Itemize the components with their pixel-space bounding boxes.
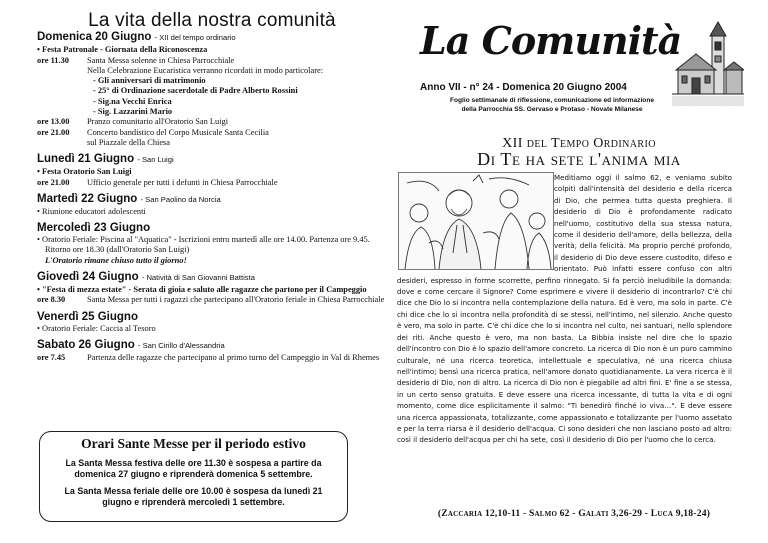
day-name: Domenica 20 Giugno	[37, 31, 152, 44]
event-description: Concerto bandistico del Corpo Musicale Santa Cecilia	[87, 127, 269, 137]
event-bullet: • Riunione educatori adolescenti	[37, 207, 387, 217]
day-name: Lunedì 21 Giugno	[37, 153, 135, 166]
calendar-title: La vita della nostra comunità	[88, 10, 336, 31]
day-saint: - XII del tempo ordinario	[154, 33, 236, 43]
article-headline: Di Te ha sete l'anima mia	[477, 149, 681, 169]
event-time: ore 21.00	[37, 127, 70, 137]
box-paragraph-festive: La Santa Messa festiva delle ore 11.30 è sospesa a partire da domenica 27 giugno e riprenderà domenica 5 settembre.	[65, 458, 322, 479]
event-bullet: • Oratorio Feriale: Piscina al "Aquatica" - Iscrizioni entro martedì alle ore 14.00. Partenza ore 9.45. Ritorno ore 18.30 (dall'Oratorio San Luigi)	[37, 235, 387, 256]
event-time: ore 13.00	[37, 117, 70, 127]
calendar-day-heading	[37, 30, 387, 45]
day-saint: - San Luigi	[137, 155, 174, 165]
event-note: L'Oratorio rimane chiuso tutto il giorno!	[45, 255, 187, 265]
event-row	[37, 56, 387, 66]
event-row	[37, 128, 387, 138]
box-title: Orari Sante Messe per il periodo estivo	[81, 436, 306, 451]
event-detail: sul Piazzale della Chiesa	[87, 137, 171, 147]
event-detail: Nella Celebrazione Eucaristica verranno ricordati in modo particolare:	[87, 65, 324, 75]
event-time: ore 21.00	[37, 177, 70, 187]
event-description: Santa Messa solenne in Chiesa Parrocchiale	[87, 55, 235, 65]
event-time: ore 11.30	[37, 55, 69, 65]
front-page	[397, 0, 744, 543]
event-description: Partenza delle ragazze che partecipano al primo turno del Campeggio in Val di Rhemes	[87, 352, 380, 362]
summer-mass-schedule-box	[39, 431, 348, 522]
calendar-day-heading	[37, 338, 387, 353]
day-name: Mercoledì 23 Giugno	[37, 222, 151, 235]
event-bullet: • Oratorio Feriale: Caccia al Tesoro	[37, 324, 387, 334]
event-time: ore 8.30	[37, 295, 66, 305]
day-saint: - Natività di San Giovanni Battista	[141, 273, 255, 283]
issue-line: Anno VII - n° 24 - Domenica 20 Giugno 2004	[420, 82, 627, 93]
church-illustration	[672, 20, 744, 108]
event-time: ore 7.45	[37, 352, 66, 362]
day-name: Giovedì 24 Giugno	[37, 271, 139, 284]
calendar-day-heading	[37, 310, 387, 324]
box-paragraph-weekday: La Santa Messa feriale delle ore 10.00 è sospesa da lunedì 21 giugno e riprenderà mercoledì 1 settembre.	[64, 486, 323, 507]
liturgical-occasion: XII del Tempo Ordinario	[502, 136, 656, 151]
day-name: Martedì 22 Giugno	[37, 192, 138, 205]
community-calendar	[37, 10, 387, 363]
event-bullet: • Festa Patronale - Giornata della Riconoscenza	[37, 45, 387, 55]
calendar-day-heading	[37, 270, 387, 285]
event-row	[37, 295, 387, 305]
event-detail: - Sig. Lazzarini Mario	[93, 107, 173, 117]
publication-subtitle: Foglio settimanale di riflessione, comunicazione ed informazione della Parrocchia SS. Gervaso e Protaso - Novate Milanese	[449, 97, 655, 113]
event-row	[37, 178, 387, 188]
day-saint: - San Cirillo d'Alessandria	[137, 340, 225, 350]
event-row	[37, 353, 387, 363]
calendar-day-heading	[37, 192, 387, 207]
calendar-days	[37, 30, 387, 363]
event-detail: - Sig.na Vecchi Enrica	[93, 96, 172, 106]
masthead-logo: La Comunità	[420, 18, 682, 63]
event-row	[37, 117, 387, 127]
event-description: Pranzo comunitario all'Oratorio San Luigi	[87, 117, 229, 127]
calendar-day-heading	[37, 221, 387, 235]
day-saint: - San Paolino da Norcia	[140, 194, 221, 204]
event-description: Ufficio generale per tutti i defunti in Chiesa Parrocchiale	[87, 177, 278, 187]
day-name: Venerdì 25 Giugno	[37, 310, 138, 323]
event-bullet: • "Festa di mezza estate" - Serata di gioia e saluto alle ragazze che partono per il Campeggio	[37, 285, 387, 295]
event-detail: - 25° di Ordinazione sacerdotale di Padre Alberto Rossini	[93, 86, 298, 96]
calendar-day-heading	[37, 152, 387, 167]
day-name: Sabato 26 Giugno	[37, 338, 135, 351]
event-description: Santa Messa per tutti i ragazzi che partecipano all'Oratorio feriale in Chiesa Parrocchiale	[87, 295, 385, 305]
event-bullet: • Festa Oratorio San Luigi	[37, 167, 387, 177]
article-body: Meditiamo oggi il salmo 62, e veniamo subito colpiti dall'intensità del desiderio e della ricerca di Dio, che permea tutta questa preghiera. Il desiderio di Dio è profondamente radicato nell'uomo, costitutivo della sua stessa natura, come il desiderio dell'amore, della bellezza, della verità, della felicità. Ma proprio perché profondo, il desiderio di Dio deve essere custodito, difeso e orientato. Può infatti essere confuso con altri desideri, espresso in forme scorrette, perfino rinnegato. Si fa perciò ineludibile la domanda: dove e come cercare il Signore? Come esprimere e vivere il desiderio di incontrarlo? C'è chi dice che Dio lo si incontra nella contemplazione della natura. Ed è vero, ma solo in parte. C'è chi dice che lo si incontra nella profondità di se stessi, nell'intimo, nel silenzio. Anche questo è vero, ma solo in parte. C'è chi dice che lo si incontra nel culto, nei santuari, nello splendore dei riti. Anche questo è vero, ma non basta. La Bibbia insiste nel dire che lo spazio dell'incontro con Dio è lo spazio dell'amore concreto. La ricerca di Dio non è un puro cammino culturale, né una ricerca teoretica, intellettuale e speculativa, né una ricerca chiusa nell'intimo; bensì una ricerca pratica, nell'amore donato quotidianamente. La vera ricerca è il desiderio di Dio, non di altro. La ricerca di Dio non è piegabile ad altri fini. E' fine a se stessa, in un certo senso gratuita. E deve essere una ricerca incessante, di tutta la vita e di ogni momento, come dice esplicitamente il salmo: "Ti benedirò finché io viva…". E deve essere una ricerca appassionata, totalizzante, come appassionato e totalizzante per l'uomo assetato e per la terra riarsa è il desiderio dell'acqua. Ci sono desideri che non lasciano posto ad altro: così il desiderio dell'acqua per chi ha sete, così il desiderio di Dio per l'uomo che lo cerca.	[397, 173, 732, 445]
event-detail: - Gli anniversari di matrimonio	[93, 76, 206, 86]
scripture-readings: (Zaccaria 12,10-11 - Salmo 62 - Galati 3,26-29 - Luca 9,18-24)	[437, 508, 711, 519]
